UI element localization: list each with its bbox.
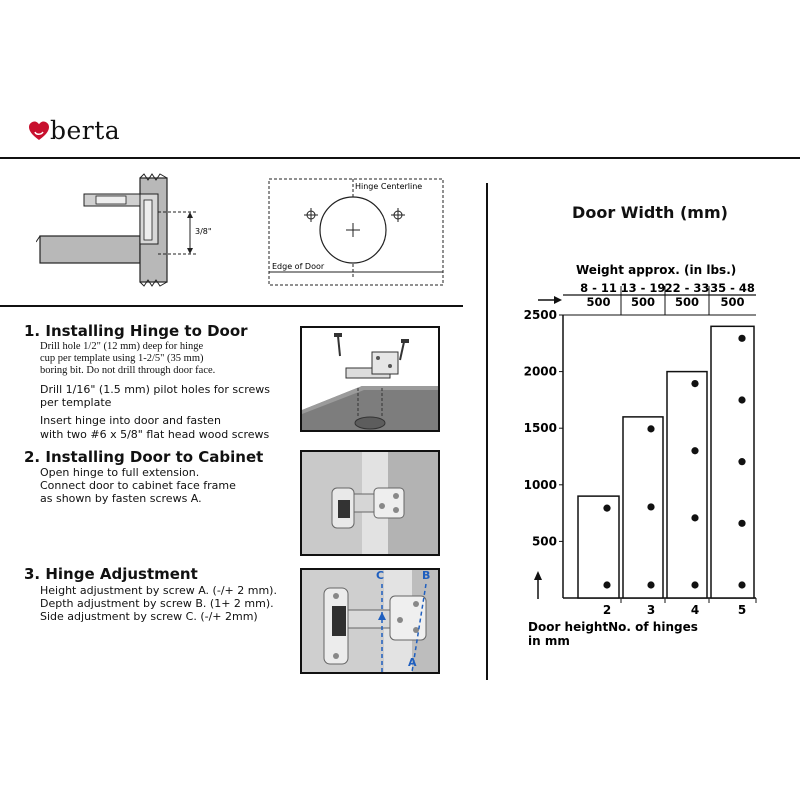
hinge-adjustment-photo (300, 568, 440, 674)
step-2-title: 2. Installing Door to Cabinet (24, 448, 264, 466)
x-tick-label: 5 (737, 603, 747, 617)
hinge-dot (738, 458, 745, 465)
door-width-label: 500 (586, 295, 611, 309)
x-tick-label: 2 (602, 603, 612, 617)
hinge-dot (647, 581, 654, 588)
door-width-label: 500 (674, 295, 700, 309)
bar (623, 417, 663, 598)
drill-template-diagram (268, 178, 444, 286)
height-arrow-head (534, 571, 542, 580)
weight-header: Weight approx. (in lbs.) (576, 263, 737, 277)
edge-of-door-label: Edge of Door (272, 262, 325, 271)
step-3-line-3: Side adjustment by screw C. (-/+ 2mm) (40, 610, 258, 623)
step-1-line-1: Drill hole 1/2" (12 mm) deep for hinge (40, 341, 204, 352)
y-tick-label: 2500 (523, 308, 557, 322)
y-tick-label: 500 (531, 534, 557, 549)
weight-range-label: 8 - 11 (580, 281, 617, 295)
width-arrow-head (554, 296, 562, 304)
brand-name: berta (50, 116, 121, 145)
door-width-label: 500 (720, 295, 745, 309)
screw-c-label: C (376, 569, 385, 582)
hinge-dot (603, 581, 610, 588)
door-size-chart (490, 255, 800, 655)
x-tick-label: 4 (690, 603, 700, 617)
hinge-to-door-illustration (300, 326, 440, 432)
step-3-line-1: Height adjustment by screw A. (-/+ 2 mm). (40, 584, 277, 597)
step-3-line-2: Depth adjustment by screw B. (1+ 2 mm). (40, 597, 274, 610)
step-1-line-2: cup per template using 1-2/5" (35 mm) (40, 353, 204, 364)
screw-b-label: B (422, 569, 431, 582)
y-tick-label: 1000 (523, 477, 557, 492)
weight-range-label: 35 - 48 (710, 281, 755, 295)
step-1-line-7: with two #6 x 5/8" flat head wood screws (40, 428, 270, 441)
weight-range-label: 22 - 33 (664, 281, 710, 295)
x-tick-label: 3 (646, 603, 656, 617)
hinge-centerline-label: Hinge Centerline (355, 182, 423, 191)
hinge-dot (691, 581, 698, 588)
y-tick-label: 2000 (523, 364, 557, 379)
hinge-dot (738, 335, 745, 342)
door-width-label: 500 (630, 295, 656, 309)
hinge-dot (691, 447, 698, 454)
step-1-line-4: Drill 1/16" (1.5 mm) pilot holes for screws (40, 383, 270, 396)
hinge-dot (738, 520, 745, 527)
weight-range-label: 13 - 19 (620, 281, 666, 295)
y-axis-label-line-1: Door height (528, 620, 609, 634)
hinge-dot (691, 514, 698, 521)
heart-logo-icon (28, 120, 50, 142)
bar (667, 372, 707, 598)
hinge-dot (738, 396, 745, 403)
step-2-line-2: Connect door to cabinet face frame (40, 479, 236, 492)
chart-title: Door Width (mm) (572, 203, 728, 222)
side-measure-label: 3/8" (195, 227, 212, 236)
screw-a-label: A (408, 656, 417, 669)
step-1-title: 1. Installing Hinge to Door (24, 322, 248, 340)
hinge-dot (691, 380, 698, 387)
hinge-dot (603, 505, 610, 512)
header-divider (0, 157, 800, 159)
door-to-cabinet-photo (300, 450, 440, 556)
step-2-line-3: as shown by fasten screws A. (40, 492, 202, 505)
vertical-divider (486, 183, 488, 680)
section-divider (0, 305, 463, 307)
step-1-line-5: per template (40, 396, 112, 409)
step-3-title: 3. Hinge Adjustment (24, 565, 198, 583)
y-tick-label: 1500 (523, 421, 557, 436)
x-axis-label: No. of hinges (608, 620, 698, 634)
step-1-line-6: Insert hinge into door and fasten (40, 414, 221, 427)
brand-logo (28, 116, 120, 145)
hinge-side-diagram (36, 172, 236, 290)
step-2-line-1: Open hinge to full extension. (40, 466, 200, 479)
bar (578, 496, 619, 598)
hinge-dot (647, 503, 654, 510)
y-axis-label-line-2: in mm (528, 634, 570, 648)
bar (711, 326, 754, 598)
step-1-line-3: boring bit. Do not drill through door face. (40, 365, 216, 376)
hinge-dot (647, 425, 654, 432)
hinge-dot (738, 581, 745, 588)
